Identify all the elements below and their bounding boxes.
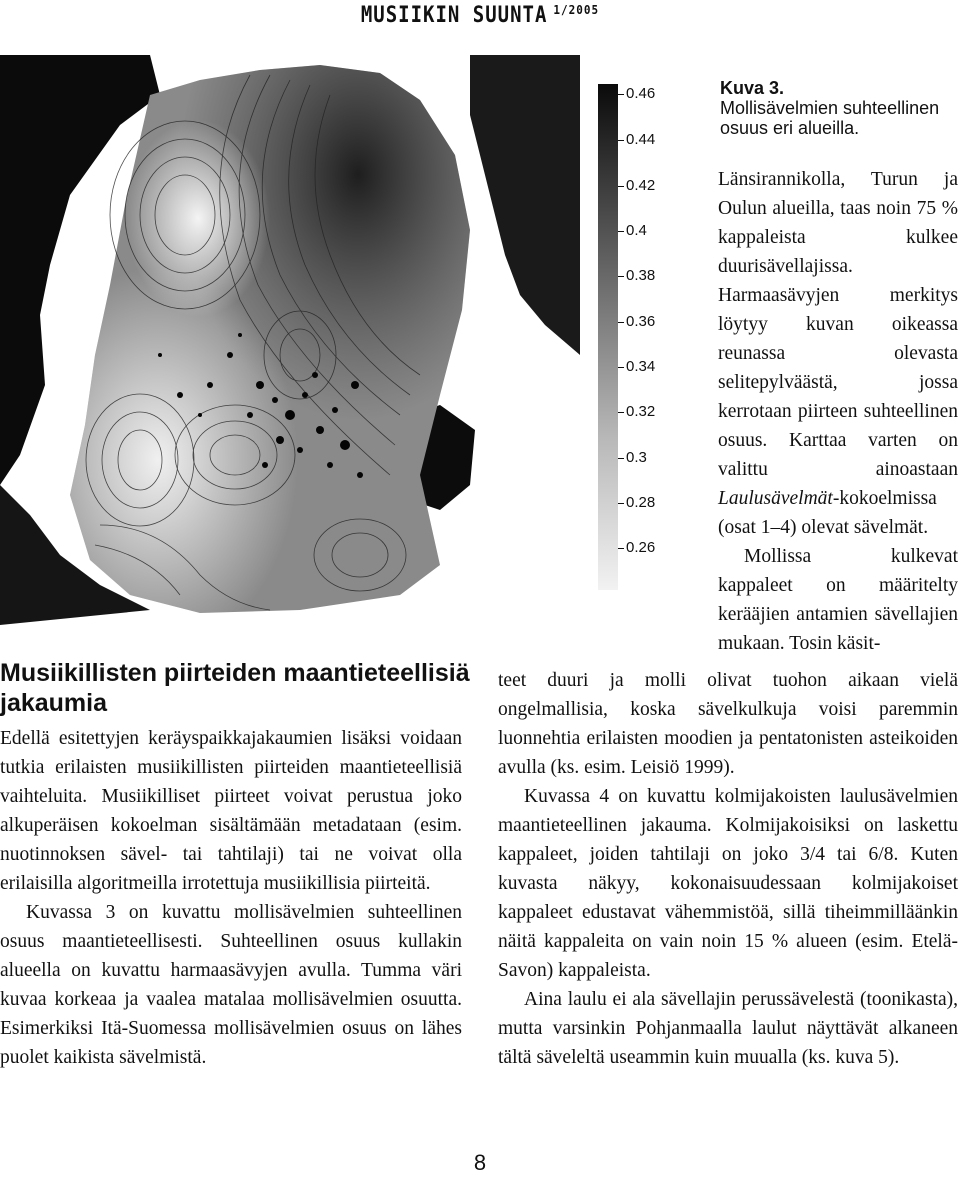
issue-number: 1/2005 — [553, 2, 600, 18]
finland-contour-map — [0, 55, 580, 625]
right-column-top — [718, 165, 958, 658]
left-column-body — [0, 724, 462, 1072]
figure-number: Kuva 3. — [720, 78, 785, 98]
paragraph: teet duuri ja molli olivat tuohon aikaan vielä ongelmallisia, koska sävelkulkuja voisi paremmin luonnehtia erilaisten moodien ja pentatonisten asteikoiden avulla (ks. esim. Leisiö 1999). — [498, 670, 958, 778]
paragraph: Aina laulu ei ala sävellajin perussävelestä (toonikasta), mutta varsinkin Pohjanmaalla laulut näyttävät alkaneen tältä säveleltä useammin kuin muualla (ks. kuva 5). — [498, 989, 958, 1068]
legend-tick-label: 0.28 — [618, 495, 655, 511]
legend-tick-label: 0.32 — [618, 404, 655, 420]
paragraph: Kuvassa 4 on kuvattu kolmijakoisten laulusävelmien maantieteellinen jakauma. Kolmijakoisiksi on laskettu kappaleet, joiden tahtilaji on joko 3/4 tai 6/8. Kuten kuvasta näkyy, kokonaisuudessaan kolmijakoiset kappaleet edustavat vähemmistöä, sillä tiheimmilläänkin näitä kappaleita on vain noin 15 % alueen (esim. Etelä-Savon) kappaleista. — [498, 786, 958, 981]
legend-tick-label: 0.4 — [618, 223, 647, 239]
paragraph: Mollissa kulkevat kappaleet on määritelty kerääjien antamien sävellajien mukaan. Tosin käsit- — [718, 546, 958, 654]
legend-tick-label: 0.3 — [618, 450, 647, 466]
figure-caption — [720, 78, 945, 138]
legend-tick-label: 0.26 — [618, 540, 655, 556]
italic-text: Laulusävelmät — [718, 488, 833, 509]
right-column-bottom — [498, 666, 958, 1072]
page-number: 8 — [473, 1150, 487, 1175]
legend-colorbar — [598, 84, 618, 590]
paragraph — [718, 165, 958, 542]
legend-tick-label: 0.38 — [618, 268, 655, 284]
paragraph: Edellä esitettyjen keräyspaikkajakaumien lisäksi voidaan tutkia erilaisten musiikillisten piirteiden maantieteellisiä vaihteluita. Musiikilliset piirteet voivat perustua joko alkuperäisen kokoelman sisältämään metadataan (esim. nuotinnoksen sävel- tai tahtilaji) tai ne voivat olla erilaisilla algoritmeilla irrotettuja musiikillisia piirteitä. — [0, 728, 462, 894]
grayscale-legend — [598, 84, 678, 590]
legend-tick-label: 0.34 — [618, 359, 655, 375]
legend-tick-label: 0.42 — [618, 178, 655, 194]
paragraph-text: -kokoelmissa (osat 1–4) olevat sävelmät. — [718, 488, 937, 538]
journal-title: MUSIIKIN SUUNTA — [360, 2, 548, 28]
legend-tick-label: 0.46 — [618, 86, 655, 102]
legend-tick-label: 0.44 — [618, 132, 655, 148]
figure-caption-text: Mollisävelmien suhteellinen osuus eri alueilla. — [720, 98, 940, 138]
section-heading: Musiikillisten piirteiden maantieteellisiä jakaumia — [0, 659, 470, 717]
masthead — [0, 2, 960, 27]
legend-tick-label: 0.36 — [618, 314, 655, 330]
eastern-landmass — [470, 55, 580, 355]
paragraph-text: Länsirannikolla, Turun ja Oulun alueilla, taas noin 75 % kappaleista kulkee duurisävellajissa. Harmaasävyjen merkitys löytyy kuvan oikeassa reunassa olevasta selitepylväästä, jossa kerrotaan piirteen suhteellinen osuus. Karttaa varten on valittu ainoastaan — [718, 169, 958, 480]
paragraph: Kuvassa 3 on kuvattu mollisävelmien suhteellinen osuus maantieteellisesti. Suhteellinen osuus kullakin alueella on kuvattu harmaasävyjen avulla. Tumma väri kuvaa korkeaa ja vaalea matalaa mollisävelmien osuutta. Esimerkiksi Itä-Suomessa mollisävelmien osuus on lähes puolet kaikista sävelmistä. — [0, 902, 462, 1068]
contour-map-figure — [0, 55, 580, 625]
